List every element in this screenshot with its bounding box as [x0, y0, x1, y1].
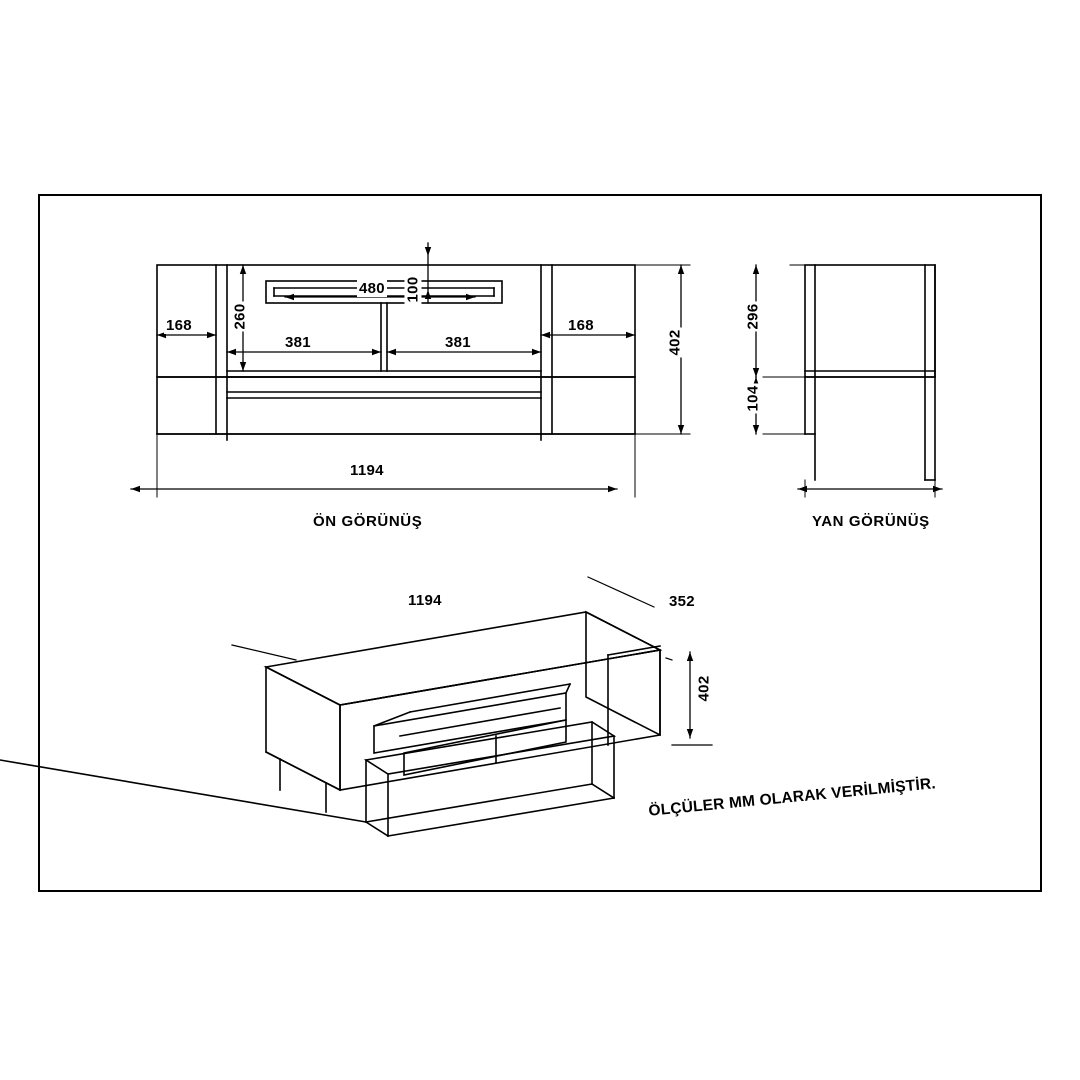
- dim-line-side-base: [798, 486, 942, 492]
- dim-label-top-opening-height: 100: [404, 276, 422, 303]
- front-lower-band: [157, 377, 635, 434]
- dim-label-iso-height: 402: [695, 675, 713, 702]
- dim-label-shelf-right: 381: [445, 334, 471, 351]
- iso-base-leg-fl-dummy: [0, 760, 366, 822]
- iso-left-bottom-edge: [266, 752, 340, 790]
- dim-label-side-leg-height: 104: [744, 385, 762, 412]
- iso-niche-upper-left: [374, 712, 410, 726]
- iso-top-panel: [266, 612, 660, 705]
- side-upper-carcass: [805, 265, 935, 377]
- view-title-side: YAN GÖRÜNÜŞ: [812, 513, 930, 530]
- dim-line-front-total-width: [131, 486, 617, 492]
- iso-base-bottom-rail-back: [366, 784, 592, 822]
- dim-label-iso-width: 1194: [408, 592, 442, 609]
- iso-right-side-panel: [586, 612, 660, 735]
- dim-label-upper-height: 260: [231, 303, 249, 330]
- dim-label-top-opening-width: 480: [359, 280, 385, 297]
- iso-base-foot-right: [592, 784, 614, 798]
- dim-label-front-total-height: 402: [666, 329, 684, 356]
- iso-base-bottom-rail: [388, 798, 614, 836]
- iso-right-bay-top-edge: [608, 646, 660, 655]
- units-note: ÖLÇÜLER MM OLARAK VERİLMİŞTİR.: [647, 775, 937, 820]
- dim-label-right-bay: 168: [568, 317, 594, 334]
- dim-label-shelf-left: 381: [285, 334, 311, 351]
- dim-line-top-opening-height: [425, 243, 431, 303]
- dim-label-left-bay: 168: [166, 317, 192, 334]
- dim-label-side-body-height: 296: [744, 303, 762, 330]
- dim-line-iso-height: [687, 652, 693, 738]
- view-title-front: ÖN GÖRÜNÜŞ: [313, 513, 423, 530]
- dim-label-front-total-width: 1194: [350, 462, 384, 479]
- dim-label-iso-depth: 352: [669, 593, 695, 610]
- iso-base-foot-left: [366, 822, 388, 836]
